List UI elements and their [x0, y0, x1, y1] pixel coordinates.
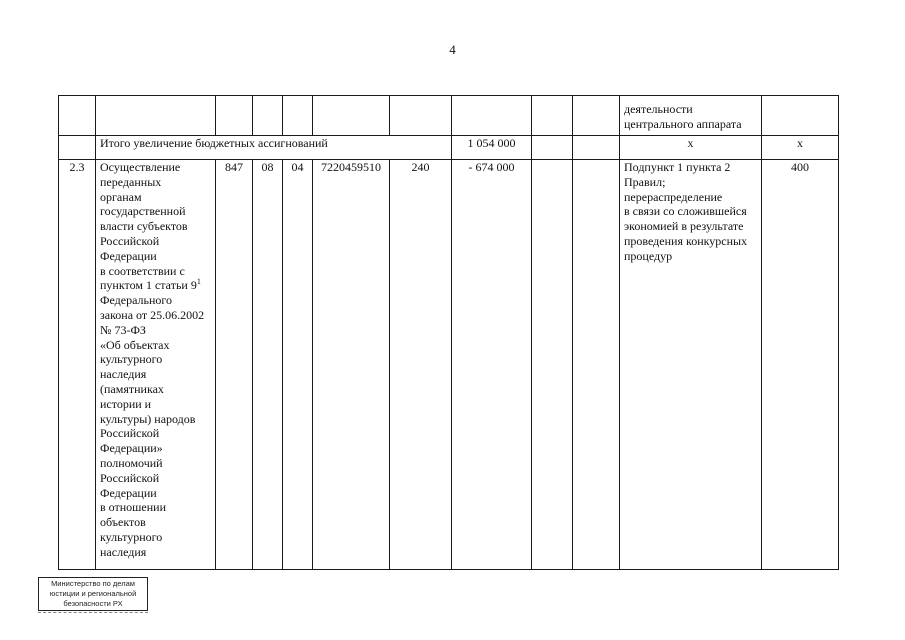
table-row-2-3: [59, 160, 839, 570]
expense-name: [100, 160, 215, 560]
stamp-text: [39, 579, 147, 609]
total-label: Итого увеличение бюджетных ассигнований: [96, 136, 452, 160]
budget-table: [58, 95, 839, 570]
cell-empty: [390, 96, 452, 136]
cell-empty: [762, 96, 839, 136]
row-number: 2.3: [59, 160, 96, 570]
text-line: перераспределение: [624, 189, 723, 204]
text-line: культурного: [100, 352, 163, 367]
stamp-underline: [38, 612, 148, 613]
text-line: в связи со сложившейся: [624, 204, 747, 219]
text-line: власти субъектов: [100, 219, 188, 234]
text-line: «Об объектах: [100, 337, 170, 352]
page-number: 4: [449, 42, 456, 57]
cell-empty: [283, 96, 313, 136]
text-line: полномочий: [100, 455, 163, 470]
continuation-description: [624, 102, 757, 132]
text-line: пунктом 1 статьи $9^1$: [100, 277, 201, 293]
text-line: наследия: [100, 367, 147, 382]
text-line: Российской: [100, 470, 160, 485]
cell-empty: [253, 96, 283, 136]
cell-empty: [59, 96, 96, 136]
text-line: Министерство по делам: [51, 579, 135, 588]
ministry-stamp: [38, 577, 148, 611]
cell-empty: [532, 136, 573, 160]
expense-name-cell: [96, 160, 216, 570]
cell-empty: [532, 160, 573, 570]
text-line: процедур: [624, 248, 673, 263]
text-line: культурного: [100, 529, 163, 544]
text-line: наследия: [100, 544, 147, 559]
budget-code: 400: [762, 160, 839, 570]
cell-empty: [313, 96, 390, 136]
expense-type-code: 240: [390, 160, 452, 570]
section-code: 08: [253, 160, 283, 570]
cell-empty: [216, 96, 253, 136]
text-line: (памятниках: [100, 381, 164, 396]
text-line: деятельности: [624, 102, 693, 116]
article-superscript: 1: [196, 277, 201, 287]
text-line: проведения конкурсных: [624, 233, 748, 248]
cell-empty: [532, 96, 573, 136]
text-line: истории и: [100, 396, 152, 411]
text-line: переданных: [100, 174, 162, 189]
text-line: Федерации: [100, 485, 157, 500]
basis-text: [624, 160, 761, 264]
text-line: культуры) народов: [100, 411, 196, 426]
table-row-continuation: [59, 96, 839, 136]
text-line: Правил;: [624, 174, 666, 189]
cell-empty: [59, 136, 96, 160]
cell-empty: [452, 96, 532, 136]
amount: - 674 000: [452, 160, 532, 570]
text-line: Федерации: [100, 248, 157, 263]
text-line: Осуществление: [100, 160, 181, 174]
text-line: Российской: [100, 233, 160, 248]
text-line: безопасности РХ: [63, 599, 123, 608]
text-line: экономией в результате: [624, 219, 744, 234]
table-row-total: [59, 136, 839, 160]
total-mark-basis: х: [620, 136, 762, 160]
text-line: центрального аппарата: [624, 116, 742, 131]
text-line: закона от 25.06.2002: [100, 307, 205, 322]
text-line: в соответствии с: [100, 263, 185, 278]
cell-empty: [573, 160, 620, 570]
text-line: объектов: [100, 515, 146, 530]
cell-empty: [573, 96, 620, 136]
text-line: Подпункт 1 пункта 2: [624, 160, 731, 174]
cell-empty: [573, 136, 620, 160]
text-line: в отношении: [100, 500, 167, 515]
total-mark-code: х: [762, 136, 839, 160]
text-line: Российской: [100, 426, 160, 441]
basis-cell: [620, 160, 762, 570]
text-line: Федерации»: [100, 441, 163, 456]
cell-empty: [96, 96, 216, 136]
text-line: Федерального: [100, 293, 173, 308]
subsection-code: 04: [283, 160, 313, 570]
text-line: органам: [100, 189, 142, 204]
total-amount: 1 054 000: [452, 136, 532, 160]
text-line: государственной: [100, 204, 186, 219]
continuation-description-cell: [620, 96, 762, 136]
ministry-code: 847: [216, 160, 253, 570]
target-article-code: 7220459510: [313, 160, 390, 570]
text-line: юстиции и региональной: [49, 589, 137, 598]
text-line: № 73-ФЗ: [100, 322, 146, 337]
